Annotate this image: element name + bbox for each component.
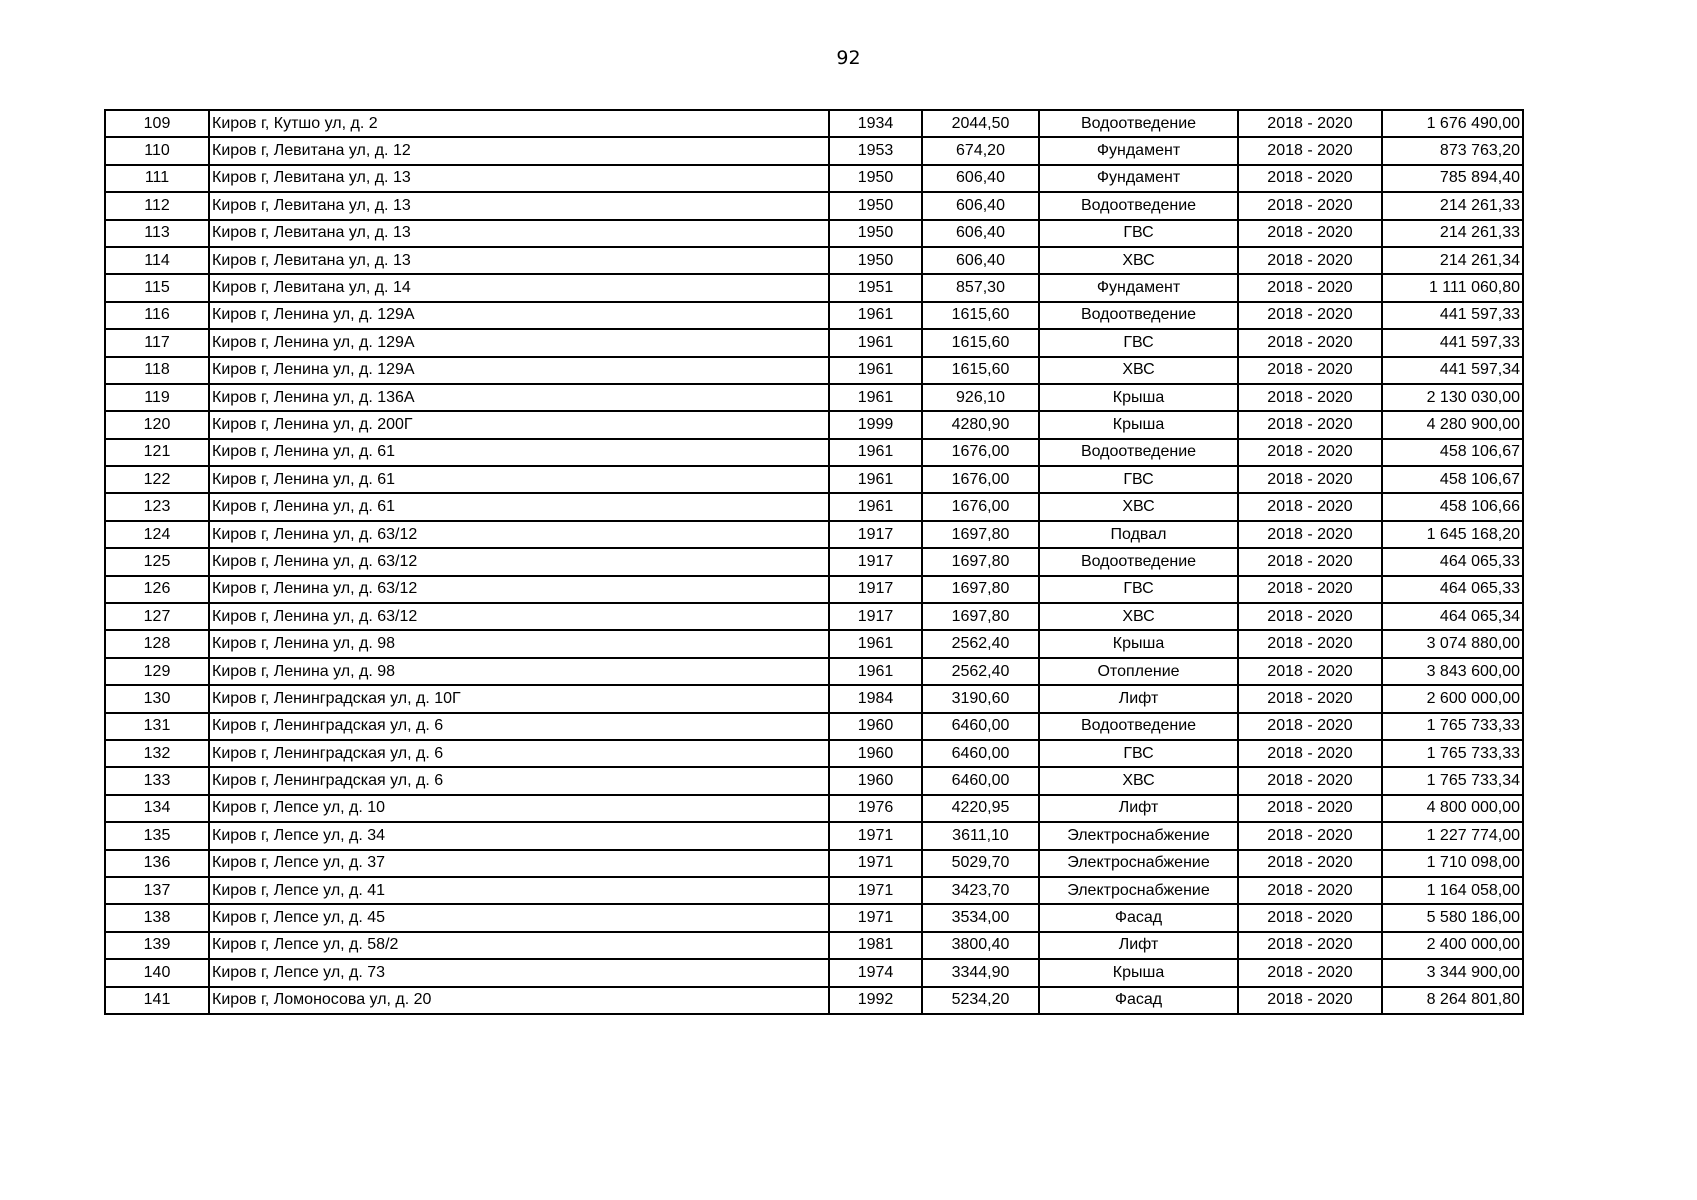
cost-cell: 214 261,34	[1382, 247, 1523, 274]
period-cell: 2018 - 2020	[1238, 877, 1382, 904]
table-row	[105, 548, 1523, 575]
area-cell: 674,20	[922, 137, 1039, 164]
cost-cell: 441 597,34	[1382, 357, 1523, 384]
work-type-cell: Лифт	[1039, 795, 1238, 822]
address-cell: Киров г, Кутшо ул, д. 2	[209, 110, 829, 137]
address-cell: Киров г, Ленинградская ул, д. 6	[209, 740, 829, 767]
year-cell: 1961	[829, 493, 922, 520]
period-cell: 2018 - 2020	[1238, 795, 1382, 822]
work-type-cell: ГВС	[1039, 329, 1238, 356]
table-row	[105, 110, 1523, 137]
address-cell: Киров г, Лепсе ул, д. 58/2	[209, 932, 829, 959]
area-cell: 6460,00	[922, 767, 1039, 794]
cost-cell: 1 765 733,33	[1382, 740, 1523, 767]
table-row	[105, 767, 1523, 794]
cost-cell: 1 765 733,34	[1382, 767, 1523, 794]
address-cell: Киров г, Левитана ул, д. 12	[209, 137, 829, 164]
table-row	[105, 987, 1523, 1014]
cost-cell: 464 065,33	[1382, 576, 1523, 603]
address-cell: Киров г, Ленинградская ул, д. 6	[209, 713, 829, 740]
period-cell: 2018 - 2020	[1238, 521, 1382, 548]
work-type-cell: ГВС	[1039, 740, 1238, 767]
work-type-cell: Фундамент	[1039, 165, 1238, 192]
period-cell: 2018 - 2020	[1238, 576, 1382, 603]
row-number-cell: 133	[105, 767, 209, 794]
period-cell: 2018 - 2020	[1238, 630, 1382, 657]
period-cell: 2018 - 2020	[1238, 603, 1382, 630]
period-cell: 2018 - 2020	[1238, 904, 1382, 931]
address-cell: Киров г, Левитана ул, д. 14	[209, 274, 829, 301]
period-cell: 2018 - 2020	[1238, 685, 1382, 712]
year-cell: 1984	[829, 685, 922, 712]
period-cell: 2018 - 2020	[1238, 220, 1382, 247]
address-cell: Киров г, Лепсе ул, д. 34	[209, 822, 829, 849]
area-cell: 3423,70	[922, 877, 1039, 904]
table-row	[105, 411, 1523, 438]
work-type-cell: Электроснабжение	[1039, 877, 1238, 904]
area-cell: 1676,00	[922, 466, 1039, 493]
cost-cell: 458 106,67	[1382, 466, 1523, 493]
work-type-cell: Водоотведение	[1039, 110, 1238, 137]
period-cell: 2018 - 2020	[1238, 822, 1382, 849]
work-type-cell: Водоотведение	[1039, 439, 1238, 466]
row-number-cell: 116	[105, 302, 209, 329]
table-row	[105, 576, 1523, 603]
work-type-cell: Водоотведение	[1039, 548, 1238, 575]
area-cell: 3190,60	[922, 685, 1039, 712]
table-row	[105, 521, 1523, 548]
table-row	[105, 685, 1523, 712]
address-cell: Киров г, Ленина ул, д. 63/12	[209, 603, 829, 630]
row-number-cell: 138	[105, 904, 209, 931]
period-cell: 2018 - 2020	[1238, 932, 1382, 959]
table-row	[105, 357, 1523, 384]
work-type-cell: Отопление	[1039, 658, 1238, 685]
row-number-cell: 112	[105, 192, 209, 219]
row-number-cell: 125	[105, 548, 209, 575]
work-type-cell: ХВС	[1039, 603, 1238, 630]
year-cell: 1961	[829, 658, 922, 685]
period-cell: 2018 - 2020	[1238, 767, 1382, 794]
row-number-cell: 139	[105, 932, 209, 959]
row-number-cell: 114	[105, 247, 209, 274]
work-type-cell: ГВС	[1039, 576, 1238, 603]
cost-cell: 3 344 900,00	[1382, 959, 1523, 986]
address-cell: Киров г, Левитана ул, д. 13	[209, 247, 829, 274]
year-cell: 1981	[829, 932, 922, 959]
area-cell: 1615,60	[922, 357, 1039, 384]
row-number-cell: 140	[105, 959, 209, 986]
cost-cell: 214 261,33	[1382, 192, 1523, 219]
table-row	[105, 220, 1523, 247]
row-number-cell: 128	[105, 630, 209, 657]
address-cell: Киров г, Ленина ул, д. 98	[209, 658, 829, 685]
year-cell: 1961	[829, 466, 922, 493]
table-body	[105, 110, 1523, 1014]
area-cell: 2562,40	[922, 630, 1039, 657]
work-type-cell: Фасад	[1039, 987, 1238, 1014]
work-type-cell: Крыша	[1039, 959, 1238, 986]
row-number-cell: 132	[105, 740, 209, 767]
row-number-cell: 124	[105, 521, 209, 548]
row-number-cell: 117	[105, 329, 209, 356]
year-cell: 1961	[829, 384, 922, 411]
table-row	[105, 274, 1523, 301]
area-cell: 1615,60	[922, 302, 1039, 329]
cost-cell: 458 106,66	[1382, 493, 1523, 520]
area-cell: 1676,00	[922, 493, 1039, 520]
area-cell: 3534,00	[922, 904, 1039, 931]
address-cell: Киров г, Левитана ул, д. 13	[209, 165, 829, 192]
address-cell: Киров г, Ленинградская ул, д. 10Г	[209, 685, 829, 712]
work-type-cell: ГВС	[1039, 220, 1238, 247]
area-cell: 2562,40	[922, 658, 1039, 685]
year-cell: 1961	[829, 439, 922, 466]
area-cell: 1697,80	[922, 521, 1039, 548]
cost-cell: 1 676 490,00	[1382, 110, 1523, 137]
table-row	[105, 247, 1523, 274]
row-number-cell: 136	[105, 850, 209, 877]
year-cell: 1999	[829, 411, 922, 438]
cost-cell: 1 111 060,80	[1382, 274, 1523, 301]
table-row	[105, 384, 1523, 411]
work-type-cell: ХВС	[1039, 357, 1238, 384]
cost-cell: 441 597,33	[1382, 329, 1523, 356]
area-cell: 6460,00	[922, 713, 1039, 740]
period-cell: 2018 - 2020	[1238, 713, 1382, 740]
year-cell: 1976	[829, 795, 922, 822]
area-cell: 606,40	[922, 165, 1039, 192]
table-row	[105, 466, 1523, 493]
period-cell: 2018 - 2020	[1238, 740, 1382, 767]
table-row	[105, 329, 1523, 356]
table-row	[105, 959, 1523, 986]
address-cell: Киров г, Левитана ул, д. 13	[209, 192, 829, 219]
year-cell: 1951	[829, 274, 922, 301]
area-cell: 2044,50	[922, 110, 1039, 137]
table-row	[105, 439, 1523, 466]
year-cell: 1950	[829, 165, 922, 192]
year-cell: 1960	[829, 767, 922, 794]
row-number-cell: 119	[105, 384, 209, 411]
table-row	[105, 822, 1523, 849]
year-cell: 1971	[829, 877, 922, 904]
address-cell: Киров г, Ленина ул, д. 61	[209, 439, 829, 466]
row-number-cell: 121	[105, 439, 209, 466]
table-row	[105, 493, 1523, 520]
period-cell: 2018 - 2020	[1238, 439, 1382, 466]
table-row	[105, 713, 1523, 740]
period-cell: 2018 - 2020	[1238, 384, 1382, 411]
area-cell: 3611,10	[922, 822, 1039, 849]
row-number-cell: 120	[105, 411, 209, 438]
period-cell: 2018 - 2020	[1238, 357, 1382, 384]
area-cell: 3800,40	[922, 932, 1039, 959]
address-cell: Киров г, Ленина ул, д. 63/12	[209, 548, 829, 575]
year-cell: 1961	[829, 329, 922, 356]
year-cell: 1917	[829, 576, 922, 603]
address-cell: Киров г, Ленина ул, д. 200Г	[209, 411, 829, 438]
cost-cell: 785 894,40	[1382, 165, 1523, 192]
row-number-cell: 118	[105, 357, 209, 384]
area-cell: 4280,90	[922, 411, 1039, 438]
area-cell: 1615,60	[922, 329, 1039, 356]
work-type-cell: Водоотведение	[1039, 713, 1238, 740]
table-row	[105, 137, 1523, 164]
table-row	[105, 192, 1523, 219]
address-cell: Киров г, Лепсе ул, д. 73	[209, 959, 829, 986]
area-cell: 6460,00	[922, 740, 1039, 767]
period-cell: 2018 - 2020	[1238, 466, 1382, 493]
year-cell: 1934	[829, 110, 922, 137]
area-cell: 1697,80	[922, 603, 1039, 630]
address-cell: Киров г, Лепсе ул, д. 10	[209, 795, 829, 822]
period-cell: 2018 - 2020	[1238, 302, 1382, 329]
row-number-cell: 130	[105, 685, 209, 712]
address-cell: Киров г, Ленина ул, д. 63/12	[209, 576, 829, 603]
row-number-cell: 135	[105, 822, 209, 849]
work-type-cell: Водоотведение	[1039, 192, 1238, 219]
work-type-cell: Фасад	[1039, 904, 1238, 931]
cost-cell: 458 106,67	[1382, 439, 1523, 466]
address-cell: Киров г, Ленинградская ул, д. 6	[209, 767, 829, 794]
area-cell: 5029,70	[922, 850, 1039, 877]
period-cell: 2018 - 2020	[1238, 850, 1382, 877]
year-cell: 1960	[829, 713, 922, 740]
cost-cell: 1 227 774,00	[1382, 822, 1523, 849]
address-cell: Киров г, Ленина ул, д. 61	[209, 466, 829, 493]
row-number-cell: 113	[105, 220, 209, 247]
year-cell: 1917	[829, 521, 922, 548]
row-number-cell: 127	[105, 603, 209, 630]
area-cell: 606,40	[922, 220, 1039, 247]
year-cell: 1971	[829, 850, 922, 877]
table-row	[105, 877, 1523, 904]
area-cell: 926,10	[922, 384, 1039, 411]
work-type-cell: Фундамент	[1039, 137, 1238, 164]
period-cell: 2018 - 2020	[1238, 165, 1382, 192]
address-cell: Киров г, Ленина ул, д. 98	[209, 630, 829, 657]
area-cell: 5234,20	[922, 987, 1039, 1014]
year-cell: 1953	[829, 137, 922, 164]
period-cell: 2018 - 2020	[1238, 137, 1382, 164]
work-type-cell: ХВС	[1039, 767, 1238, 794]
year-cell: 1971	[829, 904, 922, 931]
table-row	[105, 658, 1523, 685]
row-number-cell: 141	[105, 987, 209, 1014]
row-number-cell: 123	[105, 493, 209, 520]
work-type-cell: Лифт	[1039, 685, 1238, 712]
row-number-cell: 131	[105, 713, 209, 740]
cost-cell: 441 597,33	[1382, 302, 1523, 329]
year-cell: 1917	[829, 603, 922, 630]
area-cell: 1676,00	[922, 439, 1039, 466]
row-number-cell: 129	[105, 658, 209, 685]
work-type-cell: Крыша	[1039, 411, 1238, 438]
address-cell: Киров г, Левитана ул, д. 13	[209, 220, 829, 247]
cost-cell: 2 130 030,00	[1382, 384, 1523, 411]
cost-cell: 464 065,34	[1382, 603, 1523, 630]
work-type-cell: ХВС	[1039, 493, 1238, 520]
cost-cell: 1 645 168,20	[1382, 521, 1523, 548]
repair-program-table	[104, 109, 1524, 1015]
address-cell: Киров г, Ломоносова ул, д. 20	[209, 987, 829, 1014]
area-cell: 857,30	[922, 274, 1039, 301]
period-cell: 2018 - 2020	[1238, 110, 1382, 137]
cost-cell: 4 800 000,00	[1382, 795, 1523, 822]
area-cell: 606,40	[922, 192, 1039, 219]
work-type-cell: Крыша	[1039, 630, 1238, 657]
year-cell: 1961	[829, 630, 922, 657]
work-type-cell: Фундамент	[1039, 274, 1238, 301]
period-cell: 2018 - 2020	[1238, 987, 1382, 1014]
work-type-cell: Крыша	[1039, 384, 1238, 411]
address-cell: Киров г, Ленина ул, д. 129А	[209, 329, 829, 356]
table-row	[105, 904, 1523, 931]
year-cell: 1961	[829, 357, 922, 384]
year-cell: 1917	[829, 548, 922, 575]
year-cell: 1992	[829, 987, 922, 1014]
period-cell: 2018 - 2020	[1238, 959, 1382, 986]
year-cell: 1971	[829, 822, 922, 849]
work-type-cell: Лифт	[1039, 932, 1238, 959]
address-cell: Киров г, Ленина ул, д. 136А	[209, 384, 829, 411]
period-cell: 2018 - 2020	[1238, 329, 1382, 356]
cost-cell: 4 280 900,00	[1382, 411, 1523, 438]
table-row	[105, 630, 1523, 657]
area-cell: 3344,90	[922, 959, 1039, 986]
area-cell: 1697,80	[922, 548, 1039, 575]
row-number-cell: 109	[105, 110, 209, 137]
row-number-cell: 126	[105, 576, 209, 603]
area-cell: 1697,80	[922, 576, 1039, 603]
period-cell: 2018 - 2020	[1238, 411, 1382, 438]
cost-cell: 3 074 880,00	[1382, 630, 1523, 657]
address-cell: Киров г, Лепсе ул, д. 41	[209, 877, 829, 904]
page-number: 92	[836, 47, 861, 69]
address-cell: Киров г, Ленина ул, д. 129А	[209, 302, 829, 329]
address-cell: Киров г, Лепсе ул, д. 37	[209, 850, 829, 877]
row-number-cell: 137	[105, 877, 209, 904]
work-type-cell: Электроснабжение	[1039, 822, 1238, 849]
year-cell: 1950	[829, 220, 922, 247]
table-row	[105, 603, 1523, 630]
year-cell: 1950	[829, 192, 922, 219]
cost-cell: 3 843 600,00	[1382, 658, 1523, 685]
work-type-cell: Электроснабжение	[1039, 850, 1238, 877]
table-row	[105, 850, 1523, 877]
period-cell: 2018 - 2020	[1238, 548, 1382, 575]
row-number-cell: 115	[105, 274, 209, 301]
address-cell: Киров г, Ленина ул, д. 129А	[209, 357, 829, 384]
cost-cell: 464 065,33	[1382, 548, 1523, 575]
cost-cell: 214 261,33	[1382, 220, 1523, 247]
period-cell: 2018 - 2020	[1238, 247, 1382, 274]
row-number-cell: 134	[105, 795, 209, 822]
year-cell: 1960	[829, 740, 922, 767]
table-row	[105, 165, 1523, 192]
year-cell: 1950	[829, 247, 922, 274]
year-cell: 1974	[829, 959, 922, 986]
cost-cell: 1 164 058,00	[1382, 877, 1523, 904]
period-cell: 2018 - 2020	[1238, 658, 1382, 685]
address-cell: Киров г, Лепсе ул, д. 45	[209, 904, 829, 931]
cost-cell: 2 400 000,00	[1382, 932, 1523, 959]
cost-cell: 873 763,20	[1382, 137, 1523, 164]
table-row	[105, 302, 1523, 329]
cost-cell: 8 264 801,80	[1382, 987, 1523, 1014]
cost-cell: 2 600 000,00	[1382, 685, 1523, 712]
table-row	[105, 740, 1523, 767]
row-number-cell: 122	[105, 466, 209, 493]
area-cell: 4220,95	[922, 795, 1039, 822]
cost-cell: 5 580 186,00	[1382, 904, 1523, 931]
period-cell: 2018 - 2020	[1238, 192, 1382, 219]
work-type-cell: Водоотведение	[1039, 302, 1238, 329]
work-type-cell: Подвал	[1039, 521, 1238, 548]
row-number-cell: 110	[105, 137, 209, 164]
work-type-cell: ГВС	[1039, 466, 1238, 493]
area-cell: 606,40	[922, 247, 1039, 274]
address-cell: Киров г, Ленина ул, д. 61	[209, 493, 829, 520]
year-cell: 1961	[829, 302, 922, 329]
row-number-cell: 111	[105, 165, 209, 192]
period-cell: 2018 - 2020	[1238, 493, 1382, 520]
table-row	[105, 932, 1523, 959]
cost-cell: 1 710 098,00	[1382, 850, 1523, 877]
table-row	[105, 795, 1523, 822]
work-type-cell: ХВС	[1039, 247, 1238, 274]
cost-cell: 1 765 733,33	[1382, 713, 1523, 740]
period-cell: 2018 - 2020	[1238, 274, 1382, 301]
address-cell: Киров г, Ленина ул, д. 63/12	[209, 521, 829, 548]
